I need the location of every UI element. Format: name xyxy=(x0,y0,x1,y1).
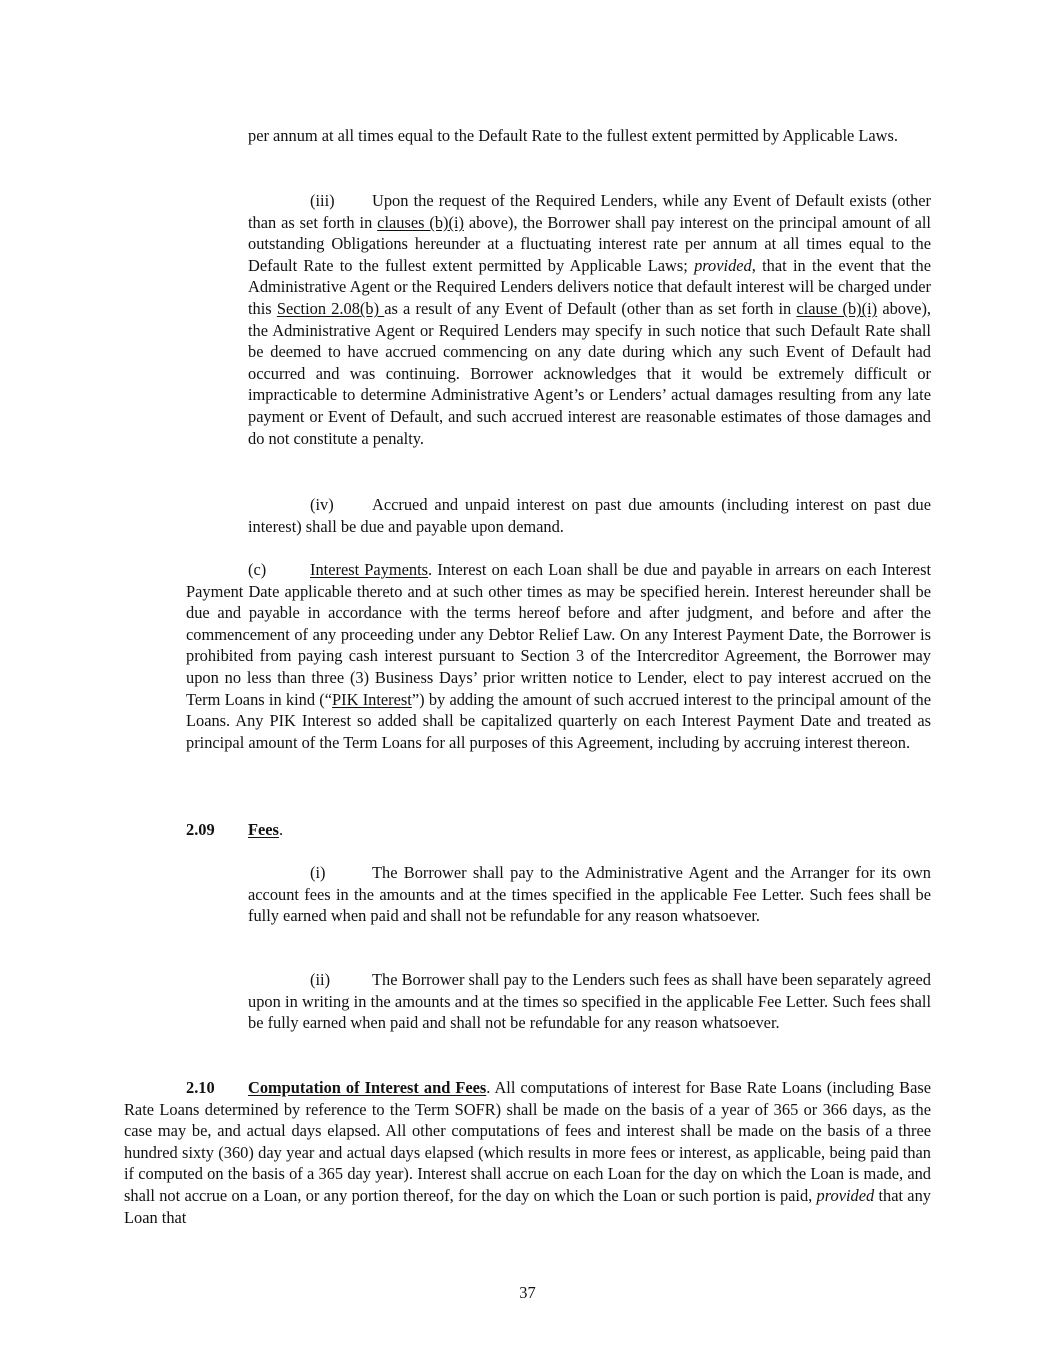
paragraph-text: as a result of any Event of Default (other than as set forth in xyxy=(384,298,797,318)
emphasis-text: provided xyxy=(816,1185,875,1205)
section-number: 2.09 xyxy=(186,820,215,839)
page-number: 37 xyxy=(519,1283,536,1302)
clause-number: (c) xyxy=(248,560,267,579)
paragraph-text: , that in the event that the Administrative Agent or the Required Lenders delivers notice that default interest will be charged under this xyxy=(248,255,931,318)
paragraph-iv xyxy=(248,494,931,537)
emphasis-text: provided xyxy=(694,255,752,275)
clause-number: (iv) xyxy=(310,495,334,514)
paragraph-text: per annum at all times equal to the Default Rate to the fullest extent permitted by Applicable Laws. xyxy=(248,126,898,145)
paragraph-text: that any Loan that xyxy=(124,1185,931,1227)
paragraph-text: Upon the request of the Required Lenders, while any Event of Default exists (other than as set forth in xyxy=(248,191,931,232)
clause-title: Interest Payments xyxy=(310,560,429,579)
paragraph-text: above), the Administrative Agent or Required Lenders may specify in such notice that such Default Rate shall be deemed to have accrued commencing on any date during which any such Event of Default had occurred and was continuing. Borrower acknowledges that it would be extremely difficult or impracticable to determine Administrative Agent’s or Lenders’ actual damages resulting from any late payment or Event of Default, and such accrued interest are reasonable estimates of those damages and do not constitute a penalty. xyxy=(248,298,932,448)
paragraph-text: The Borrower shall pay to the Lenders such fees as shall have been separately agreed upon in writing in the amounts and at the times so specified in the applicable Fee Letter. Such fees shall be fully earned when paid and shall not be refundable for any reason whatsoever. xyxy=(248,970,931,1033)
paragraph-iii xyxy=(248,190,931,449)
section-2-10 xyxy=(124,1077,931,1228)
paragraph-text: above), the Borrower shall pay interest on the principal amount of all outstanding Obligations hereunder at a fluctuating interest rate per annum at all times equal to the Default Rate to the fullest extent permitted by Applicable Laws; xyxy=(248,212,931,275)
clause-number: (ii) xyxy=(310,970,331,989)
paragraph-2-09-i xyxy=(248,862,931,927)
paragraph-2-09-ii xyxy=(248,969,931,1034)
cross-reference: Section 2.08(b) xyxy=(276,298,385,318)
defined-term: PIK Interest xyxy=(332,689,412,709)
section-title: Computation of Interest and Fees xyxy=(248,1078,487,1097)
paragraph-c xyxy=(186,559,931,753)
section-title-punctuation: . xyxy=(278,820,284,839)
cross-reference: clauses (b)(i) xyxy=(377,212,464,232)
cross-reference: clause (b)(i) xyxy=(796,298,878,318)
section-number: 2.10 xyxy=(186,1078,215,1097)
section-heading-2-09 xyxy=(186,819,283,841)
section-title: Fees xyxy=(248,820,279,839)
paragraph-text: . All computations of interest for Base Rate Loans (including Base Rate Loans determined by reference to the Term SOFR) shall be made on the basis of a year of 365 or 366 days, as the case may be, and actual days elapsed. All other computations of fees and interest shall be made on the basis of a three hundred sixty (360) day year and actual days elapsed (which results in more fees or interest, as applicable, being paid than if computed on the basis of a 365 day year). Interest shall accrue on each Loan for the day on which the Loan is made, and shall not accrue on a Loan, or any portion thereof, for the day on which the Loan or such portion is paid, xyxy=(124,1078,931,1205)
paragraph-text: Accrued and unpaid interest on past due amounts (including interest on past due interest) shall be due and payable upon demand. xyxy=(248,495,931,536)
paragraph-text: The Borrower shall pay to the Administrative Agent and the Arranger for its own account fees in the amounts and at the times specified in the applicable Fee Letter. Such fees shall be fully earned when paid and shall not be refundable for any reason whatsoever. xyxy=(248,863,931,926)
paragraph-text: ”) by adding the amount of such accrued interest to the principal amount of the Loans. Any PIK Interest so added shall be capitalized quarterly on each Interest Payment Date and treated as principal amount of the Term Loans for all purposes of this Agreement, including by accruing interest thereon. xyxy=(186,689,931,752)
clause-number: (i) xyxy=(310,863,326,882)
paragraph-continuation xyxy=(248,125,931,147)
clause-number: (iii) xyxy=(310,191,335,210)
paragraph-text: . Interest on each Loan shall be due and payable in arrears on each Interest Payment Date applicable thereto and at such other times as may be specified herein. Interest hereunder shall be due and payable in accordance with the terms hereof before and after judgment, and before and after the commencement of any proceeding under any Debtor Relief Law. On any Interest Payment Date, the Borrower is prohibited from paying cash interest pursuant to Section 3 of the Intercreditor Agreement, the Borrower may upon no less than three (3) Business Days’ prior written notice to Lender, elect to pay interest accrued on the Term Loans in kind (“ xyxy=(186,560,931,709)
